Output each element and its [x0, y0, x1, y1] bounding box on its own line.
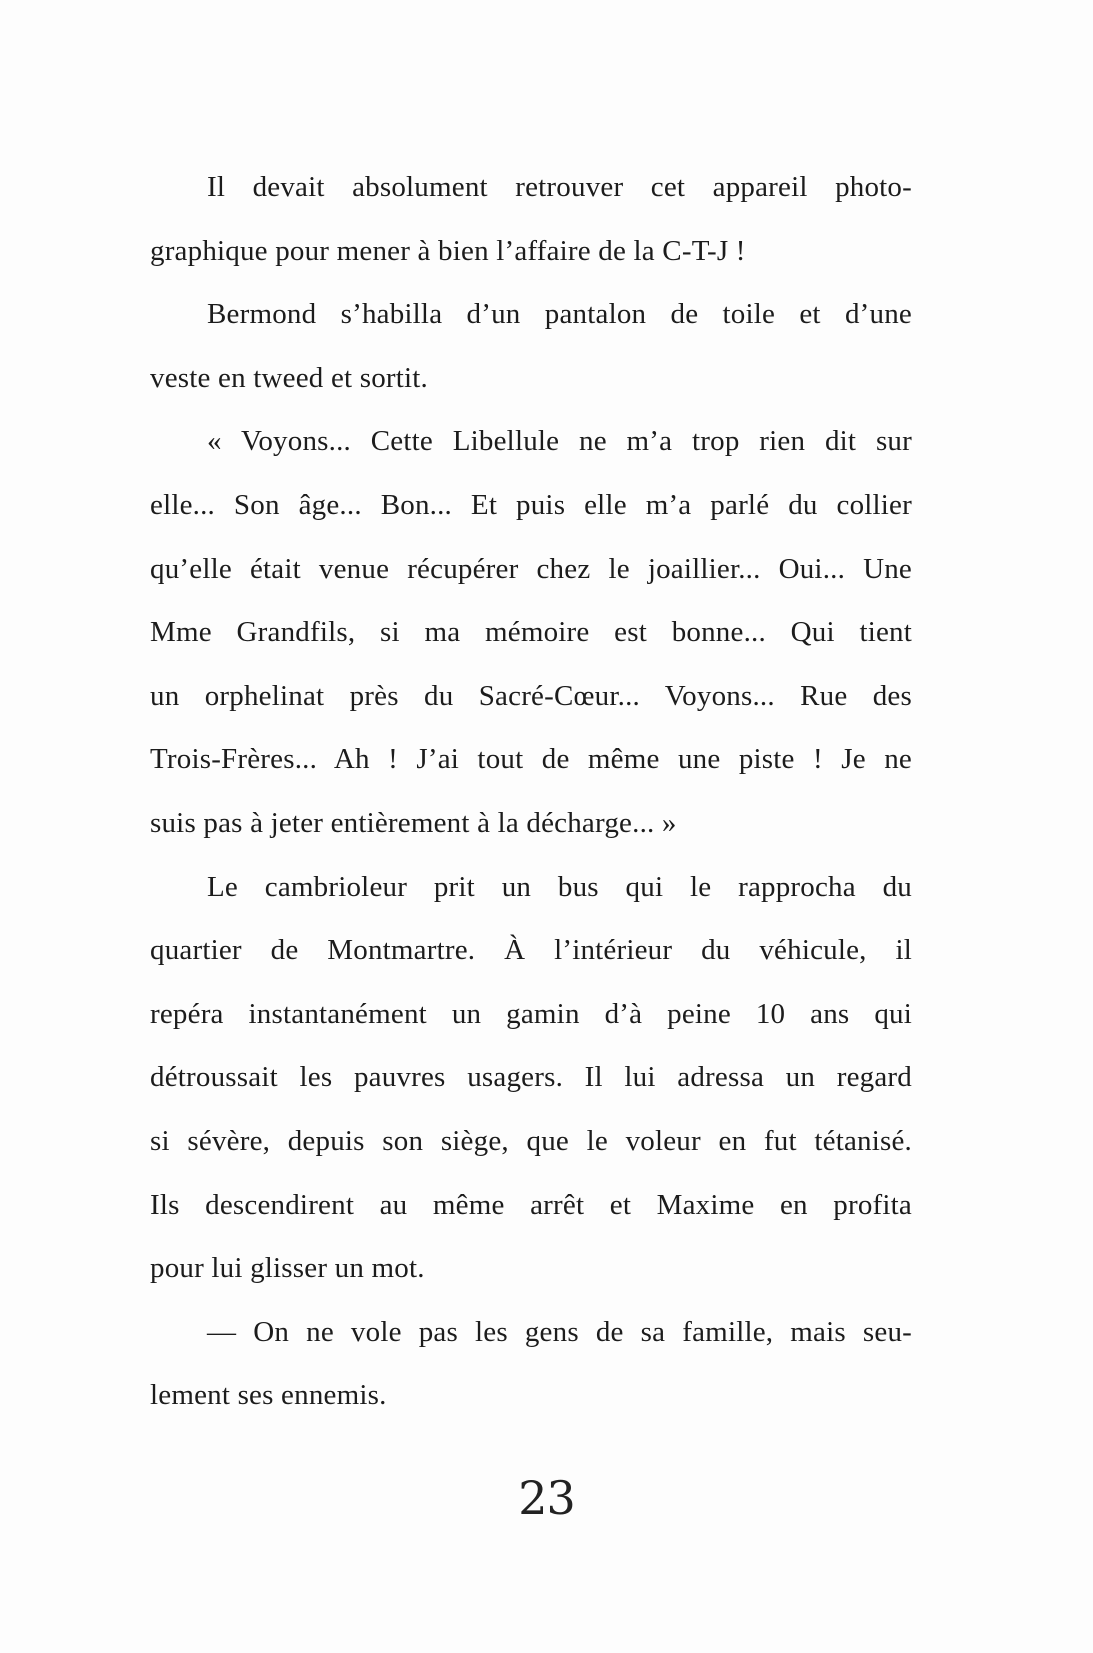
- text-line: quartier de Montmartre. À l’intérieur du véhicule, il: [150, 934, 912, 967]
- text-line: Mme Grandfils, si ma mémoire est bonne... Qui tient: [150, 616, 912, 649]
- text-line: veste en tweed et sortit.: [150, 361, 428, 394]
- page-text-block: [150, 156, 912, 1428]
- text-line: graphique pour mener à bien l’affaire de la C-T-J !: [150, 234, 746, 267]
- text-line: — On ne vole pas les gens de sa famille, mais seu-: [207, 1315, 912, 1348]
- text-line: « Voyons... Cette Libellule ne m’a trop rien dit sur: [207, 425, 912, 458]
- text-line: qu’elle était venue récupérer chez le joaillier... Oui... Une: [150, 552, 912, 585]
- text-line: elle... Son âge... Bon... Et puis elle m’a parlé du collier: [150, 488, 912, 521]
- text-line: Ils descendirent au même arrêt et Maxime en profita: [150, 1188, 912, 1221]
- text-line: si sévère, depuis son siège, que le voleur en fut tétanisé.: [150, 1124, 912, 1157]
- text-line: détroussait les pauvres usagers. Il lui adressa un regard: [150, 1061, 912, 1094]
- text-line: suis pas à jeter entièrement à la décharge... »: [150, 806, 677, 839]
- text-line: pour lui glisser un mot.: [150, 1252, 425, 1285]
- text-line: lement ses ennemis.: [150, 1379, 387, 1412]
- text-line: un orphelinat près du Sacré-Cœur... Voyons... Rue des: [150, 679, 912, 712]
- text-line: Trois-Frères... Ah ! J’ai tout de même une piste ! Je ne: [150, 743, 912, 776]
- text-line: repéra instantanément un gamin d’à peine 10 ans qui: [150, 997, 912, 1030]
- text-line: Il devait absolument retrouver cet appareil photo-: [207, 171, 912, 203]
- text-line: Le cambrioleur prit un bus qui le rapprocha du: [207, 870, 912, 903]
- text-line: Bermond s’habilla d’un pantalon de toile et d’une: [207, 298, 912, 331]
- page-number: 23: [518, 1471, 575, 1525]
